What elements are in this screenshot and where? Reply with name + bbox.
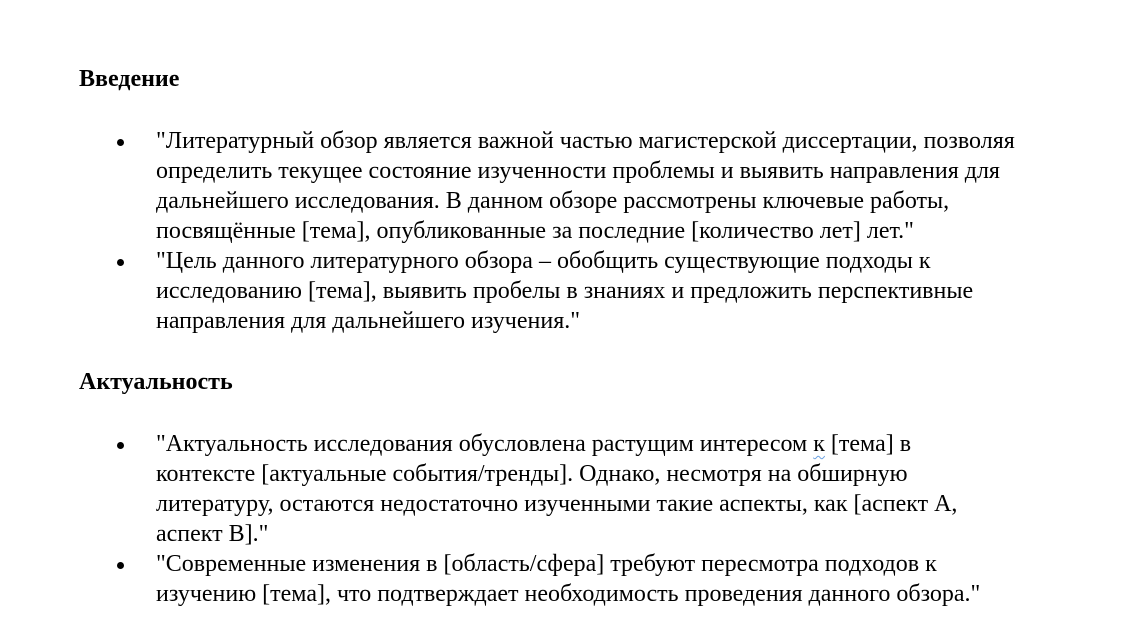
list-item <box>0 246 1143 336</box>
text-line: "Современные изменения в [область/сфера] требуют пересмотра подходов к <box>156 551 937 577</box>
text-line: литературу, остаются недостаточно изученными такие аспекты, как [аспект А, <box>156 491 958 517</box>
text-line: контексте [актуальные события/тренды]. Однако, несмотря на обширную <box>156 461 908 487</box>
bullet-icon <box>117 442 124 449</box>
bullet-list-relevance <box>0 429 1143 609</box>
text-line: определить текущее состояние изученности проблемы и выявить направления для <box>156 158 1000 184</box>
bullet-icon <box>117 562 124 569</box>
list-item <box>0 429 1143 549</box>
text-line: аспект В]." <box>156 521 269 547</box>
text-line: "Цель данного литературного обзора – обобщить существующие подходы к <box>156 248 931 274</box>
bullet-list-introduction <box>0 126 1143 336</box>
text-line: направления для дальнейшего изучения." <box>156 308 581 334</box>
list-item <box>0 549 1143 609</box>
bullet-icon <box>117 259 124 266</box>
text-fragment: "Актуальность исследования обусловлена растущим интересом <box>156 431 814 457</box>
text-line <box>156 429 1103 459</box>
text-line: посвящённые [тема], опубликованные за последние [количество лет] лет." <box>156 218 914 244</box>
text-line: исследованию [тема], выявить пробелы в знаниях и предложить перспективные <box>156 278 974 304</box>
section-heading-introduction: Введение <box>79 66 180 92</box>
text-fragment: [тема] в <box>824 431 912 457</box>
spellcheck-flagged-word[interactable]: к <box>813 431 825 457</box>
list-item <box>0 126 1143 246</box>
text-line: изучению [тема], что подтверждает необходимость проведения данного обзора." <box>156 581 981 607</box>
text-line: дальнейшего исследования. В данном обзоре рассмотрены ключевые работы, <box>156 188 950 214</box>
section-heading-relevance: Актуальность <box>79 369 233 395</box>
bullet-icon <box>117 139 124 146</box>
text-line: "Литературный обзор является важной частью магистерской диссертации, позволяя <box>156 128 1015 154</box>
